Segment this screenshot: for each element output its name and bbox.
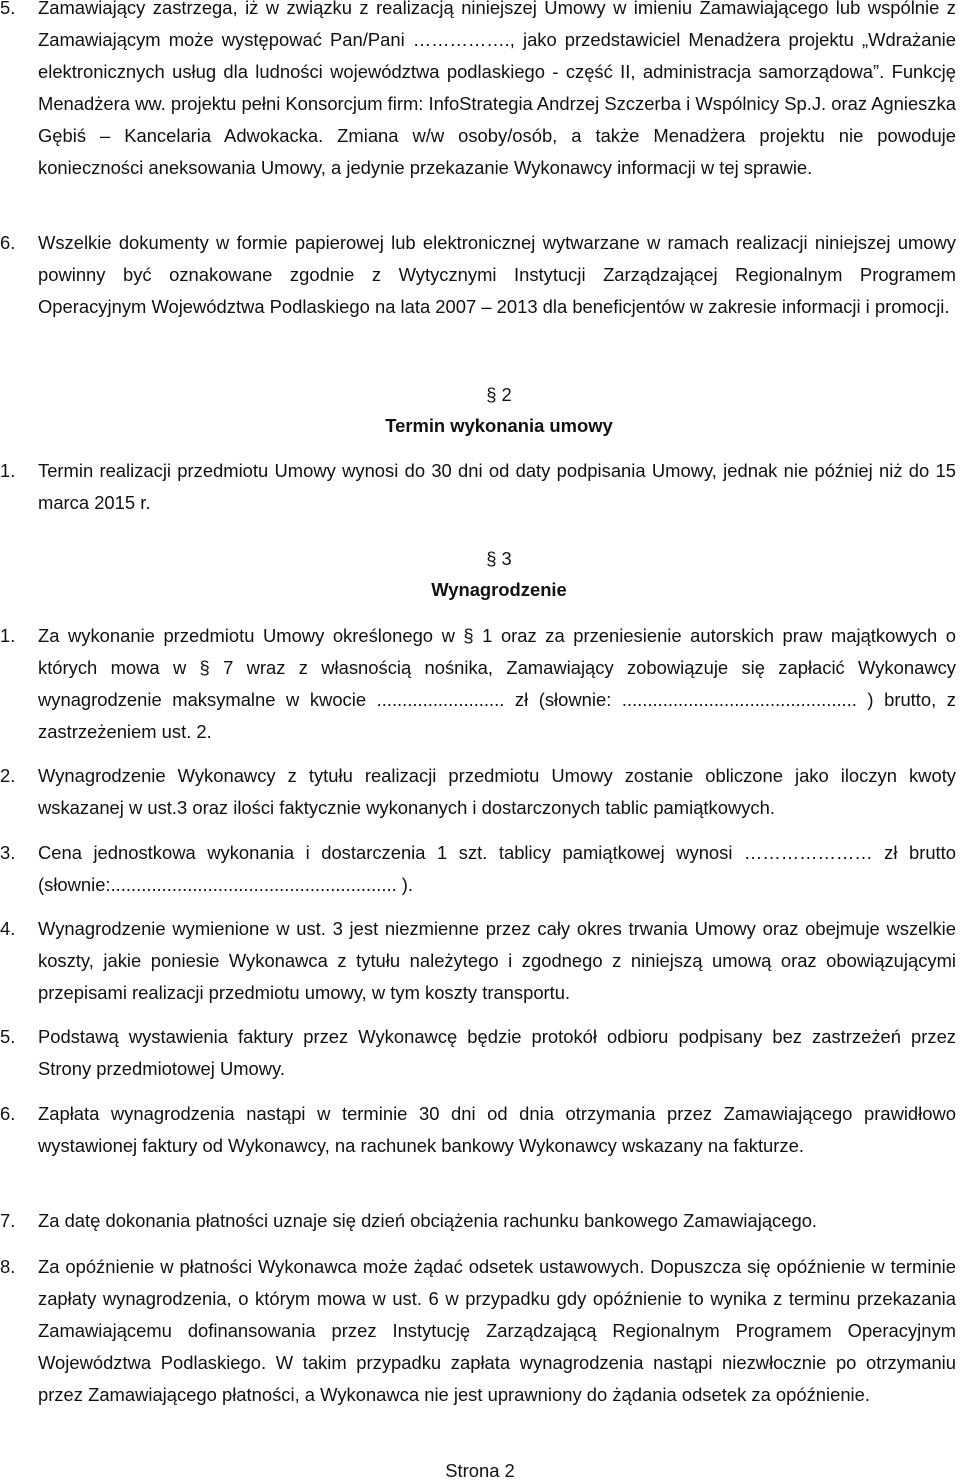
list-item-text: Cena jednostkowa wykonania i dostarczenia 1 szt. tablicy pamiątkowej wynosi ………………… zł brutto (słownie:........................................................ ). — [38, 842, 956, 895]
list-item-number: 5. — [0, 1026, 16, 1047]
list-item-number: 8. — [0, 1256, 16, 1277]
list-item-6 — [0, 227, 960, 323]
section-2-symbol: § 2 — [486, 384, 512, 405]
list-item-number: 2. — [0, 765, 16, 786]
list-item-number: 1. — [0, 625, 16, 646]
section-2-heading — [0, 379, 960, 442]
list-item-text: Termin realizacji przedmiotu Umowy wynosi do 30 dni od daty podpisania Umowy, jednak nie później niż do 15 marca 2015 r. — [38, 460, 956, 513]
section-3-item-5 — [0, 1021, 960, 1085]
list-item-number: 6. — [0, 232, 16, 253]
list-item-number: 3. — [0, 842, 16, 863]
list-item-text: Podstawą wystawienia faktury przez Wykonawcę będzie protokół odbioru podpisany bez zastrzeżeń przez Strony przedmiotowej Umowy. — [38, 1026, 956, 1079]
list-item-number: 5. — [0, 0, 16, 18]
section-3-item-1 — [0, 620, 960, 748]
section-3-item-7 — [0, 1205, 960, 1237]
section-3-item-2 — [0, 760, 960, 824]
list-item-number: 6. — [0, 1103, 16, 1124]
section-2-item-1 — [0, 455, 960, 519]
list-item-text: Wszelkie dokumenty w formie papierowej lub elektronicznej wytwarzane w ramach realizacji niniejszej umowy powinny być oznakowane zgodnie z Wytycznymi Instytucji Zarządzającej Regionalnym Programem Operacyjnym Województwa Podlaskiego na lata 2007 – 2013 dla beneficjentów w zakresie informacji i promocji. — [38, 232, 956, 317]
list-item-text: Za wykonanie przedmiotu Umowy określonego w § 1 oraz za przeniesienie autorskich praw majątkowych o których mowa w § 7 wraz z własnością nośnika, Zamawiający zobowiązuje się zapłacić Wykonawcy wynagrodzenie maksymalne w kwocie ......................... zł (słownie: .............................................. ) brutto, z zastrzeżeniem ust. 2. — [38, 625, 956, 742]
list-item-number: 7. — [0, 1210, 16, 1231]
section-3-item-3 — [0, 837, 960, 901]
section-3-item-6 — [0, 1098, 960, 1162]
list-item-number: 4. — [0, 918, 16, 939]
list-item-text: Wynagrodzenie wymienione w ust. 3 jest niezmienne przez cały okres trwania Umowy oraz obejmuje wszelkie koszty, jakie poniesie Wykonawca z tytułu należytego i zgodnego z niniejszą umową oraz obowiązującymi przepisami realizacji przedmiotu umowy, w tym koszty transportu. — [38, 918, 956, 1003]
list-item-text: Za datę dokonania płatności uznaje się dzień obciążenia rachunku bankowego Zamawiającego. — [38, 1210, 818, 1231]
list-item-number: 1. — [0, 460, 16, 481]
section-3-symbol: § 3 — [486, 548, 512, 569]
section-3-item-8 — [0, 1251, 960, 1411]
section-3-item-4 — [0, 913, 960, 1009]
section-3-heading — [0, 543, 960, 606]
section-3-title: Wynagrodzenie — [431, 579, 567, 600]
section-2-title: Termin wykonania umowy — [385, 415, 613, 436]
page-footer: Strona 2 — [445, 1460, 515, 1481]
list-item-5 — [0, 0, 960, 184]
list-item-text: Zamawiający zastrzega, iż w związku z realizacją niniejszej Umowy w imieniu Zamawiającego lub wspólnie z Zamawiającym może występować Pan/Pani ……………., jako przedstawiciel Menadżera projektu „Wdrażanie elektronicznych usług dla ludności województwa podlaskiego - część II, administracja samorządowa”. Funkcję Menadżera ww. projektu pełni Konsorcjum firm: InfoStrategia Andrzej Szczerba i Wspólnicy Sp.J. oraz Agnieszka Gębiś – Kancelaria Adwokacka. Zmiana w/w osoby/osób, a także Menadżera projektu nie powoduje konieczności aneksowania Umowy, a jedynie przekazanie Wykonawcy informacji w tej sprawie. — [38, 0, 956, 178]
list-item-text: Zapłata wynagrodzenia nastąpi w terminie 30 dni od dnia otrzymania przez Zamawiającego prawidłowo wystawionej faktury od Wykonawcy, na rachunek bankowy Wykonawcy wskazany na fakturze. — [38, 1103, 956, 1156]
list-item-text: Za opóźnienie w płatności Wykonawca może żądać odsetek ustawowych. Dopuszcza się opóźnienie w terminie zapłaty wynagrodzenia, o którym mowa w ust. 6 w przypadku gdy opóźnienie to wynika z terminu przekazania Zamawiającemu dofinansowania przez Instytucję Zarządzającą Regionalnym Programem Operacyjnym Województwa Podlaskiego. W takim przypadku zapłata wynagrodzenia nastąpi niezwłocznie po otrzymaniu przez Zamawiającego płatności, a Wykonawca nie jest uprawniony do żądania odsetek za opóźnienie. — [38, 1256, 956, 1405]
list-item-text: Wynagrodzenie Wykonawcy z tytułu realizacji przedmiotu Umowy zostanie obliczone jako iloczyn kwoty wskazanej w ust.3 oraz ilości faktycznie wykonanych i dostarczonych tablic pamiątkowych. — [38, 765, 956, 818]
